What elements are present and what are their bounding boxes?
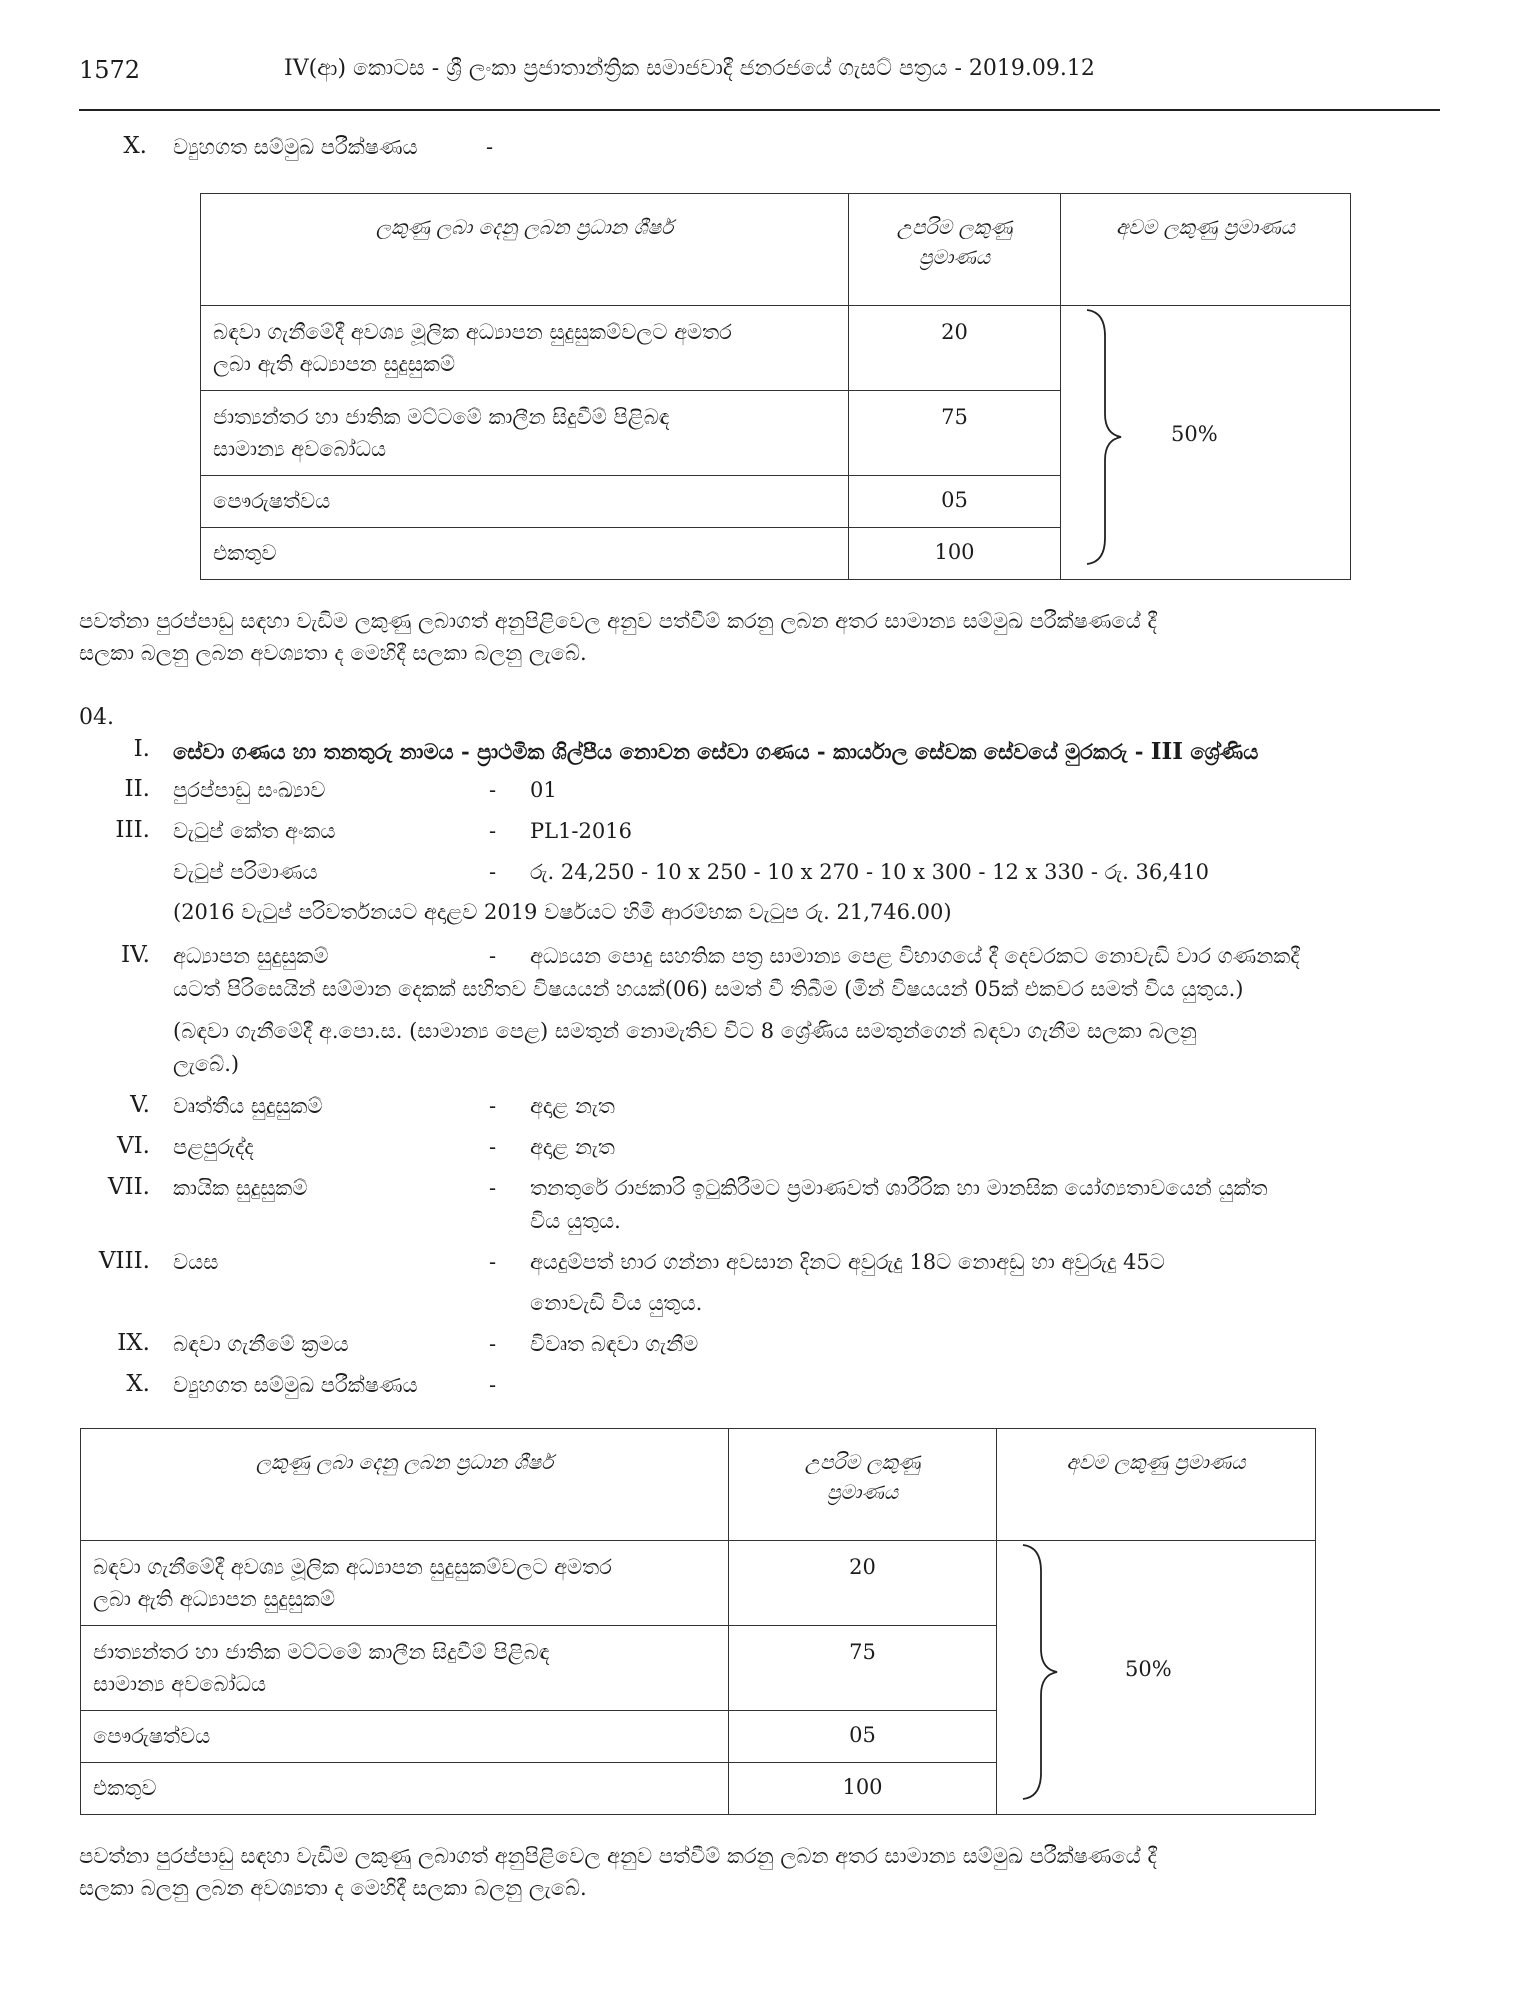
item-v-value: අදාළ නැත	[530, 1094, 615, 1118]
note-line2: සලකා බලනු ලබන අවශ්‍යතා ද මෙහිදී සලකා බලනු ලැබේ.	[79, 641, 587, 665]
item-i-text-main: සේවා ගණය හා තනතුරු නාමය - ප්‍රාථමික ශිල්පීය නොවන සේවා ගණය - කාර්යාල සේවක සේවයේ මුරකරු -	[173, 739, 1144, 764]
item-v-dash: -	[489, 1094, 497, 1118]
item-viii-label: වයස	[173, 1250, 219, 1274]
item-x-numeral: X.	[126, 1371, 150, 1397]
note-paragraph-2	[79, 1840, 1449, 1904]
row-max-marks: 20	[729, 1541, 997, 1626]
col-header-min	[997, 1429, 1316, 1541]
row-max-marks: 05	[849, 476, 1061, 528]
item-ix-dash: -	[489, 1332, 497, 1356]
item-ix-value: විවෘත බඳවා ගැනීම	[530, 1332, 699, 1356]
item-vi-numeral: VI.	[116, 1133, 150, 1159]
row-subject	[201, 391, 849, 476]
col-header-min-text: අවම ලකුණු ප්‍රමාණය	[1115, 215, 1296, 239]
item-iii-numeral: III.	[115, 817, 150, 843]
row-subject: එකතුව	[81, 1763, 729, 1815]
item-iv-extra-line1: (බඳවා ගැනීමේදී අ.පො.ස. (සාමාන්‍ය පෙළ) සමතුන් නොමැතිව විට 8 ශ්‍රේණිය සමතුන්ගෙන් බඳවා ගැනීම සලකා බලනු	[173, 1019, 1197, 1043]
item-iii-dash: -	[489, 819, 497, 843]
row-subject-line1: බඳවා ගැනීමේදී අවශ්‍ය මූලික අධ්‍යාපන සුදුසුකම්වලට අමතර	[93, 1555, 612, 1579]
salary-label: වැටුප් පරිමාණය	[173, 860, 318, 884]
row-subject-line1: බඳවා ගැනීමේදී අවශ්‍ය මූලික අධ්‍යාපන සුදුසුකම්වලට අමතර	[213, 320, 732, 344]
item-ix-label: බඳවා ගැනීමේ ක්‍රමය	[173, 1332, 349, 1356]
min-marks-value: 50%	[1171, 422, 1218, 446]
row-max-marks: 20	[849, 306, 1061, 391]
col-header-min-text: අවම ලකුණු ප්‍රමාණය	[1066, 1450, 1246, 1474]
min-marks-cell	[997, 1541, 1316, 1815]
item-ii-label: පුරප්පාඩු සංඛ්‍යාව	[173, 778, 326, 802]
row-subject	[81, 1626, 729, 1711]
row-subject-line2: ලබා ඇති අධ්‍යාපන සුදුසුකම්	[213, 352, 456, 376]
col-header-subject	[81, 1429, 729, 1541]
row-max-marks: 75	[849, 391, 1061, 476]
item-iv-extra-line2: ලැබේ.)	[173, 1052, 240, 1076]
col-header-max-line1: උපරිම ලකුණු	[896, 215, 1013, 239]
curly-brace-icon	[1017, 1541, 1077, 1803]
marks-table-2	[80, 1428, 1316, 1815]
item-i-text	[173, 738, 1258, 765]
item-x-label: ව්‍යුහගත සම්මුඛ පරීක්ෂණය	[173, 1373, 418, 1397]
min-marks-value: 50%	[1125, 1657, 1172, 1681]
col-header-subject-text: ලකුණු ලබා දෙනු ලබන ප්‍රධාන ශීර්ෂ	[255, 1450, 554, 1474]
item-vi-dash: -	[489, 1135, 497, 1159]
section-x-label: ව්‍යුහගත සම්මුඛ පරීක්ෂණය	[173, 135, 418, 159]
item-i-numeral: I.	[133, 736, 150, 762]
item-viii-dash: -	[489, 1250, 497, 1274]
section-x-numeral: X.	[123, 133, 147, 159]
item-viii-value-line1: අයදුම්පත් භාර ගන්නා අවසාන දිනට අවුරුදු 18ට නොඅඩු හා අවුරුදු 45ට	[530, 1250, 1165, 1274]
col-header-min	[1061, 194, 1351, 306]
item-iv-dash: -	[489, 944, 497, 968]
page-header	[79, 50, 1440, 90]
row-subject: එකතුව	[201, 528, 849, 580]
note-line1: පවත්නා පුරප්පාඩු සඳහා වැඩිම ලකුණු ලබාගත් අනුපිළිවෙල අනුව පත්වීම් කරනු ලබන අතර සාමාන්‍ය සම්මුඛ පරීක්ෂණයේ දී	[79, 1844, 1157, 1868]
col-header-max-line2: ප්‍රමාණය	[918, 245, 991, 269]
row-subject: පෞරුෂත්වය	[81, 1711, 729, 1763]
item-vii-numeral: VII.	[107, 1174, 150, 1200]
col-header-max-line2: ප්‍රමාණය	[826, 1480, 899, 1504]
row-max-marks: 100	[849, 528, 1061, 580]
table-row	[81, 1541, 1316, 1626]
item-v-label: වෘත්තීය සුදුසුකම්	[173, 1094, 323, 1118]
header-divider	[79, 109, 1440, 111]
item-iii-label: වැටුප් කේත අංකය	[173, 819, 336, 843]
page-number: 1572	[79, 56, 141, 84]
section-x-dash: -	[486, 135, 494, 159]
gazette-title: IV(ආ) කොටස - ශ්‍රී ලංකා ප්‍රජාතාන්ත්‍රික සමාජවාදී ජනරජයේ ගැසට් පත්‍රය - 2019.09.12	[284, 56, 1095, 81]
row-subject: පෞරුෂත්වය	[201, 476, 849, 528]
item-ix-numeral: IX.	[117, 1330, 150, 1356]
item-iv-value-line1: අධ්‍යයන පොදු සහතික පත්‍ර සාමාන්‍ය පෙළ විභාගයේ දී දෙවරකට නොවැඩි වාර ගණනකදී	[530, 944, 1300, 968]
item-iii-value: PL1-2016	[530, 819, 632, 843]
item-x-dash: -	[489, 1373, 497, 1397]
col-header-subject-text: ලකුණු ලබා දෙනු ලබන ප්‍රධාන ශීර්ෂ	[375, 215, 674, 239]
row-subject-line2: සාමාන්‍ය අවබෝධය	[93, 1672, 267, 1696]
row-subject	[81, 1541, 729, 1626]
marks-table-1	[200, 193, 1351, 580]
note-paragraph-1	[79, 605, 1449, 669]
item-viii-numeral: VIII.	[98, 1248, 150, 1274]
item-v-numeral: V.	[130, 1092, 150, 1118]
note-line1: පවත්නා පුරප්පාඩු සඳහා වැඩිම ලකුණු ලබාගත් අනුපිළිවෙල අනුව පත්වීම් කරනු ලබන අතර සාමාන්‍ය සම්මුඛ පරීක්ෂණයේ දී	[79, 609, 1157, 633]
col-header-max-line1: උපරිම ලකුණු	[804, 1450, 921, 1474]
item-iv-value-line2: යටත් පිරිසෙයින් සම්මාන දෙකක් සහිතව විෂයයන් හයක්(06) සමත් වී තිබීම (මින් විෂයයන් 05ක් එකවර සමත් විය යුතුය.)	[173, 977, 1244, 1001]
min-marks-cell	[1061, 306, 1351, 580]
salary-dash: -	[489, 860, 497, 884]
item-i-grade-suffix: ශ්‍රේණිය	[1190, 739, 1259, 764]
item-vii-label: කායික සුදුසුකම්	[173, 1176, 308, 1200]
salary-value: රු. 24,250 - 10 x 250 - 10 x 270 - 10 x 300 - 12 x 330 - රු. 36,410	[530, 860, 1209, 884]
col-header-max	[849, 194, 1061, 306]
row-subject-line1: ජාත්‍යන්තර හා ජාතික මට්ටමේ කාලීන සිදුවීම් පිළිබඳ	[213, 405, 670, 429]
item-ii-numeral: II.	[124, 776, 150, 802]
item-vii-dash: -	[489, 1176, 497, 1200]
col-header-max	[729, 1429, 997, 1541]
row-subject-line2: ලබා ඇති අධ්‍යාපන සුදුසුකම්	[93, 1587, 336, 1611]
item-vi-label: පළපුරුද්ද	[173, 1135, 254, 1159]
item-vii-value-line2: විය යුතුය.	[530, 1209, 621, 1233]
col-header-subject	[201, 194, 849, 306]
section-04-number: 04.	[79, 705, 114, 730]
item-ii-value: 01	[530, 778, 557, 802]
item-iv-label: අධ්‍යාපන සුදුසුකම්	[173, 944, 329, 968]
item-ii-dash: -	[489, 778, 497, 802]
item-viii-value-line2: නොවැඩි විය යුතුය.	[530, 1291, 703, 1315]
row-subject-line1: ජාත්‍යන්තර හා ජාතික මට්ටමේ කාලීන සිදුවීම් පිළිබඳ	[93, 1640, 550, 1664]
row-subject-line2: සාමාන්‍ය අවබෝධය	[213, 437, 387, 461]
salary-note: (2016 වැටුප් පරිවර්තනයට අදාළව 2019 වර්ෂයට හිමි ආරම්භක වැටුප රු. 21,746.00)	[173, 900, 952, 924]
item-vi-value: අදාළ නැත	[530, 1135, 615, 1159]
item-vii-value-line1: තනතුරේ රාජකාරි ඉටුකිරීමට ප්‍රමාණවත් ශාරීරික හා මානසික යෝග්‍යතාවයෙන් යුක්ත	[530, 1176, 1268, 1200]
row-subject	[201, 306, 849, 391]
row-max-marks: 05	[729, 1711, 997, 1763]
item-iv-numeral: IV.	[121, 942, 150, 968]
table-row	[201, 306, 1351, 391]
curly-brace-icon	[1081, 306, 1141, 568]
note-line2: සලකා බලනු ලබන අවශ්‍යතා ද මෙහිදී සලකා බලනු ලැබේ.	[79, 1876, 587, 1900]
item-i-grade: III	[1150, 738, 1184, 765]
row-max-marks: 75	[729, 1626, 997, 1711]
row-max-marks: 100	[729, 1763, 997, 1815]
